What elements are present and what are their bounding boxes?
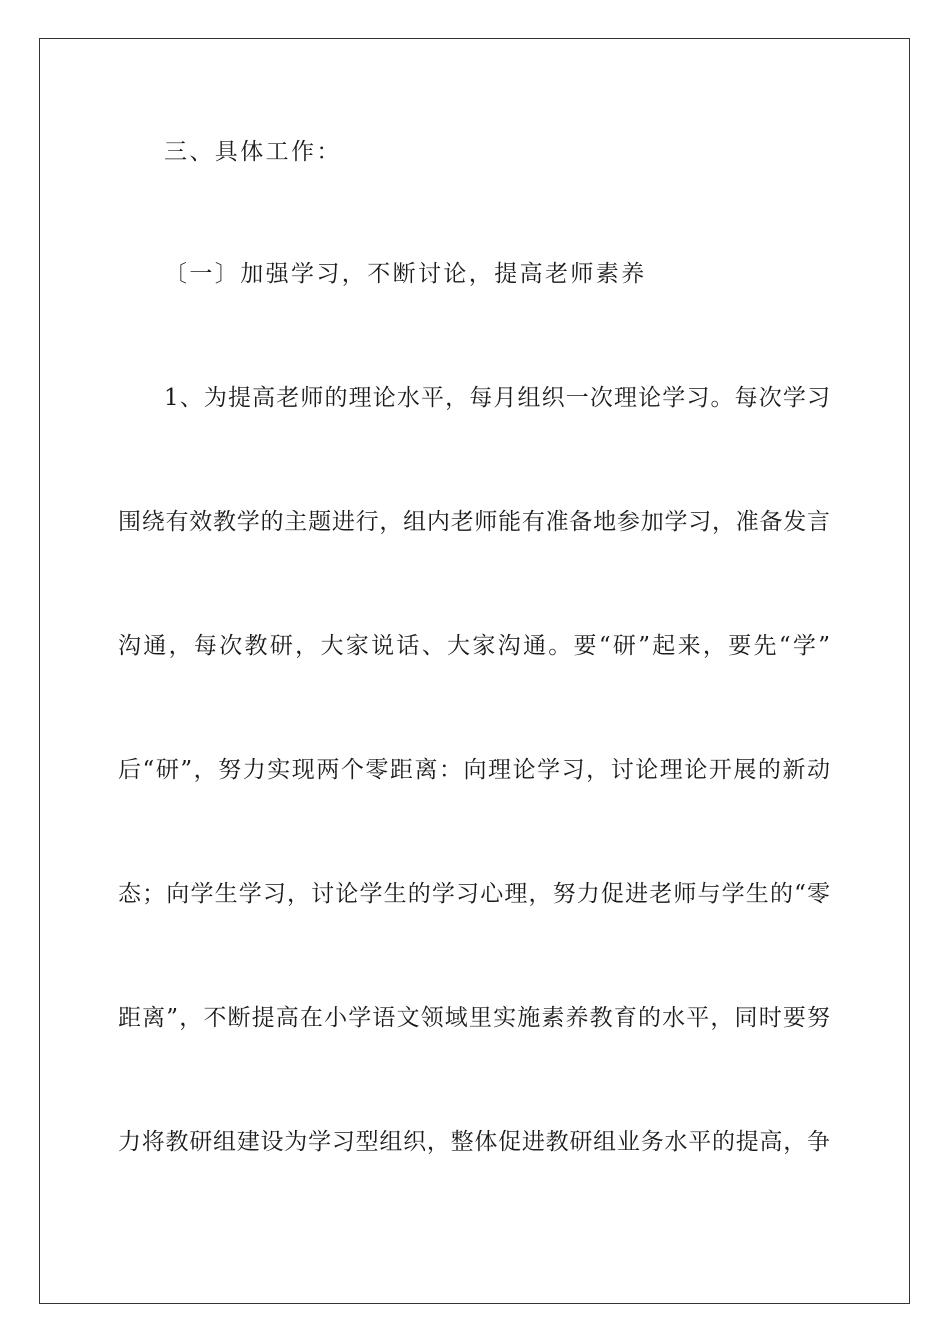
page-border bbox=[39, 38, 910, 1304]
section-heading: 三、具体工作： bbox=[164, 139, 342, 165]
paragraph-line-4: 后“研”，努力实现两个零距离：向理论学习，讨论理论开展的新动 bbox=[118, 757, 830, 783]
paragraph-line-6: 距离”，不断提高在小学语文领域里实施素养教育的水平，同时要努 bbox=[118, 1005, 830, 1031]
paragraph-line-7: 力将教研组建设为学习型组织，整体促进教研组业务水平的提高，争 bbox=[118, 1129, 830, 1155]
paragraph-line-5: 态；向学生学习，讨论学生的学习心理，努力促进老师与学生的“零 bbox=[118, 881, 830, 907]
paragraph-line-2: 围绕有效教学的主题进行，组内老师能有准备地参加学习，准备发言 bbox=[118, 509, 830, 535]
paragraph-line-1: 1、为提高老师的理论水平，每月组织一次理论学习。每次学习 bbox=[164, 385, 830, 411]
subsection-heading: 〔一〕加强学习，不断讨论，提高老师素养 bbox=[164, 261, 647, 287]
paragraph-line-3: 沟通，每次教研，大家说话、大家沟通。要“研”起来，要先“学” bbox=[118, 633, 830, 659]
